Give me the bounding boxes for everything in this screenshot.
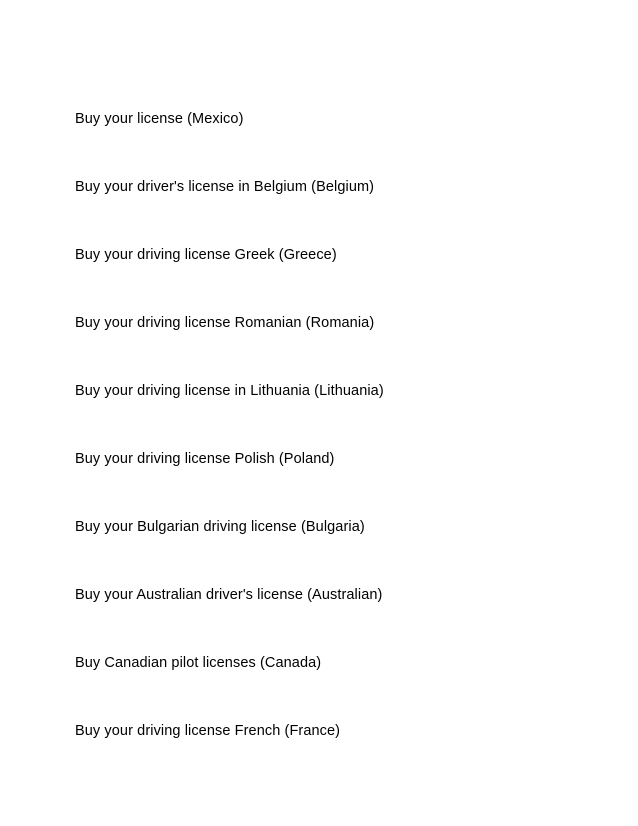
text-lines [75,108,384,788]
text-line: Buy your driving license French (France) [75,723,341,739]
text-line: Buy your Bulgarian driving license (Bulgaria) [75,519,365,535]
text-line: Buy your driving license Greek (Greece) [75,247,337,263]
text-line: Buy Canadian pilot licenses (Canada) [75,655,322,671]
text-line: Buy your driving license Romanian (Romania) [75,315,375,331]
text-line: Buy your driver's license in Belgium (Belgium) [75,179,375,195]
text-line: Buy your license (Mexico) [75,111,244,127]
text-line: Buy your Australian driver's license (Australian) [75,587,383,603]
text-line: Buy your driving license Polish (Poland) [75,451,335,467]
text-line: Buy your driving license in Lithuania (Lithuania) [75,383,384,399]
